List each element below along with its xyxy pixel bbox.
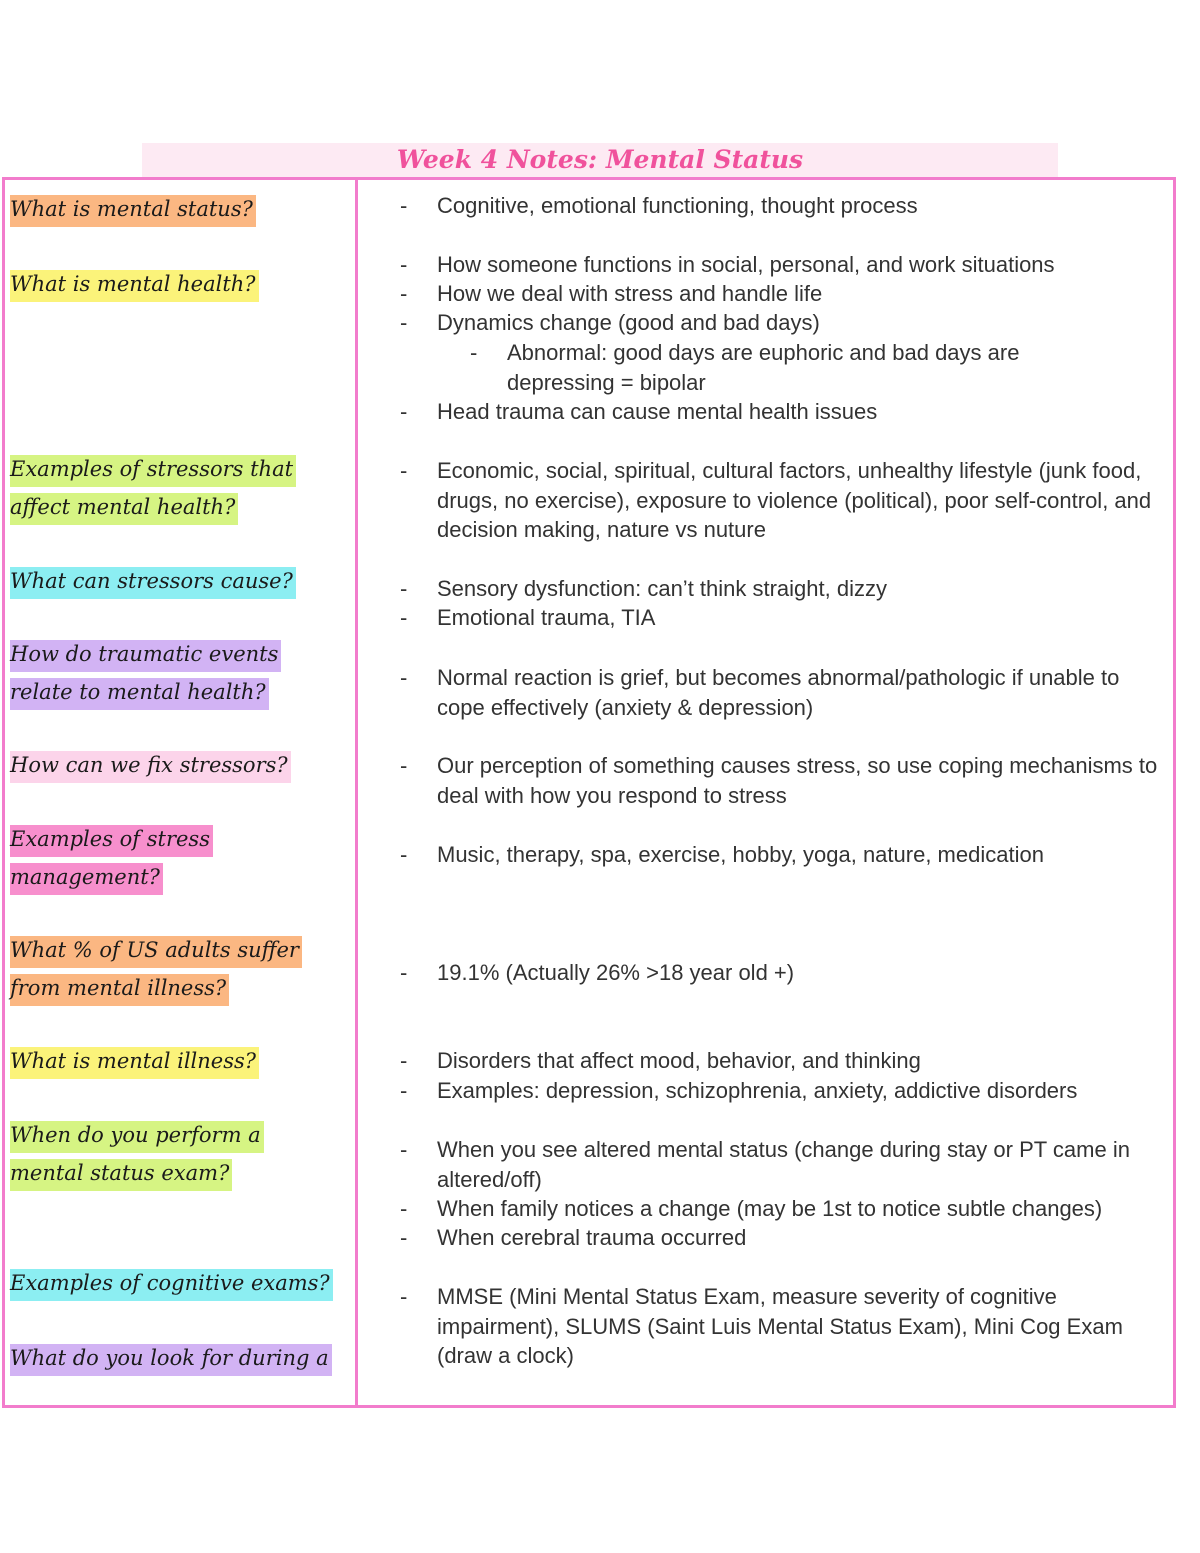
answer-bullet: - Sensory dysfunction: can’t think straight, dizzy (400, 576, 887, 601)
answer-bullet: - Head trauma can cause mental health issues (400, 399, 878, 424)
answer-bullet: - Disorders that affect mood, behavior, and thinking (400, 1048, 921, 1073)
answer-bullet: - Economic, social, spiritual, cultural factors, unhealthy lifestyle (junk food, drugs, no exercise), exposure to violence (political), poor self-control, and decision making, nature vs nuture (400, 458, 1152, 542)
answer-bullet: - 19.1% (Actually 26% >18 year old +) (400, 960, 795, 985)
question-item: Examples of stressors that affect mental health? (10, 450, 345, 526)
answer-bullet: - Emotional trauma, TIA (400, 605, 656, 630)
answer-bullet: - How someone functions in social, personal, and work situations (400, 252, 1055, 277)
question-item: What is mental status? (10, 190, 256, 228)
answer-bullet: - MMSE (Mini Mental Status Exam, measure severity of cognitive impairment), SLUMS (Saint Luis Mental Status Exam), Mini Cog Exam (draw a clock) (400, 1284, 1123, 1368)
answer-sub-bullet: - Abnormal: good days are euphoric and bad days are depressing = bipolar (470, 340, 1020, 395)
answer-bullet: - Music, therapy, spa, exercise, hobby, yoga, nature, medication (400, 842, 1044, 867)
answer-bullet: - Our perception of something causes stress, so use coping mechanisms to deal with how you respond to stress (400, 753, 1158, 808)
question-item: Examples of stress management? (10, 820, 210, 896)
question-item: What is mental illness? (10, 1042, 259, 1080)
answer-bullet: - When cerebral trauma occurred (400, 1225, 747, 1250)
answer-bullet: - When you see altered mental status (change during stay or PT came in altered/off) (400, 1137, 1130, 1192)
answer-bullet: - Dynamics change (good and bad days) (400, 310, 820, 335)
question-item: How can we fix stressors? (10, 746, 291, 784)
question-item: What do you look for during a (10, 1339, 332, 1377)
answer-bullet: - When family notices a change (may be 1st to notice subtle changes) (400, 1196, 1103, 1221)
question-item: What can stressors cause? (10, 562, 296, 600)
question-item: What % of US adults suffer from mental illness? (10, 931, 310, 1007)
question-item: How do traumatic events relate to mental health? (10, 635, 340, 711)
question-item: What is mental health? (10, 265, 259, 303)
column-divider (355, 177, 358, 1408)
answer-bullet: - Normal reaction is grief, but becomes abnormal/pathologic if unable to cope effectively (anxiety & depression) (400, 665, 1120, 720)
page-title: Week 4 Notes: Mental Status (396, 145, 804, 174)
title-banner (142, 143, 1058, 177)
question-item: Examples of cognitive exams? (10, 1264, 333, 1302)
answer-bullet: - How we deal with stress and handle life (400, 281, 823, 306)
question-item: When do you perform a mental status exam? (10, 1116, 340, 1192)
answer-bullet: - Cognitive, emotional functioning, thought process (400, 193, 918, 218)
answer-bullet: - Examples: depression, schizophrenia, anxiety, addictive disorders (400, 1078, 1078, 1103)
